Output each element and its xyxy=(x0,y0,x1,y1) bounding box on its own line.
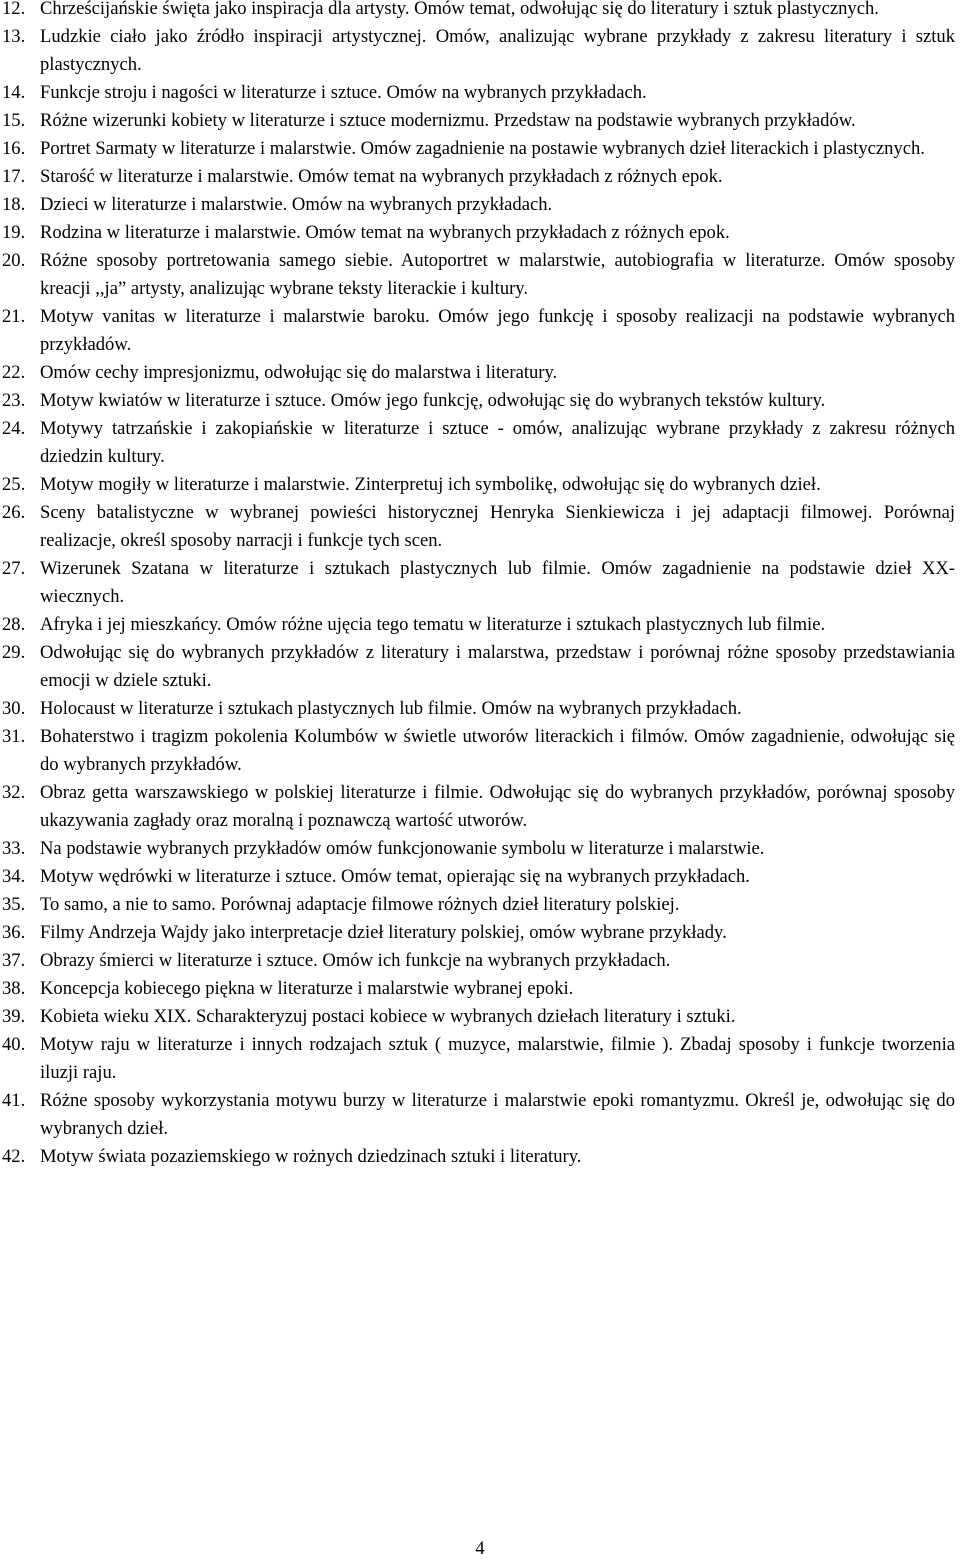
list-item xyxy=(0,79,955,107)
item-text: Rodzina w literaturze i malarstwie. Omów temat na wybranych przykładach z różnych epok. xyxy=(40,222,730,243)
item-text: Różne sposoby wykorzystania motywu burzy w literaturze i malarstwie epoki romantyzmu. Określ je, odwołując się do wybranych dzieł. xyxy=(40,1090,955,1139)
item-text: Motywy tatrzańskie i zakopiańskie w literaturze i sztuce - omów, analizując wybrane przykłady z zakresu różnych dziedzin kultury. xyxy=(40,418,955,467)
item-number: 27. xyxy=(2,558,26,579)
item-text: Starość w literaturze i malarstwie. Omów temat na wybranych przykładach z różnych epok. xyxy=(40,166,723,187)
list-item xyxy=(0,107,955,135)
item-number: 30. xyxy=(2,698,26,719)
item-number: 29. xyxy=(2,642,26,663)
item-number: 37. xyxy=(2,950,26,971)
item-text: Obraz getta warszawskiego w polskiej literaturze i filmie. Odwołując się do wybranych przykładów, porównaj sposoby ukazywania zagłady oraz moralną i poznawczą wartość utworów. xyxy=(40,782,955,831)
item-text: Motyw raju w literaturze i innych rodzajach sztuk ( muzyce, malarstwie, filmie ). Zbadaj sposoby i funkcje tworzenia iluzji raju. xyxy=(40,1034,955,1083)
item-text: Bohaterstwo i tragizm pokolenia Kolumbów w świetle utworów literackich i filmów. Omów zagadnienie, odwołując się do wybranych przykładów. xyxy=(40,726,955,775)
item-text: Filmy Andrzeja Wajdy jako interpretacje dzieł literatury polskiej, omów wybrane przykłady. xyxy=(40,922,727,943)
item-number: 12. xyxy=(2,0,26,19)
list-item xyxy=(0,387,955,415)
list-item xyxy=(0,723,955,779)
list-item xyxy=(0,219,955,247)
list-item xyxy=(0,919,955,947)
list-item xyxy=(0,891,955,919)
item-text: To samo, a nie to samo. Porównaj adaptacje filmowe różnych dzieł literatury polskiej. xyxy=(40,894,680,915)
item-number: 35. xyxy=(2,894,26,915)
item-number: 32. xyxy=(2,782,26,803)
item-number: 26. xyxy=(2,502,26,523)
list-item xyxy=(0,163,955,191)
item-text: Sceny batalistyczne w wybranej powieści historycznej Henryka Sienkiewicza i jej adaptacji filmowej. Porównaj realizacje, określ sposoby narracji i funkcje tych scen. xyxy=(40,502,955,551)
item-text: Funkcje stroju i nagości w literaturze i sztuce. Omów na wybranych przykładach. xyxy=(40,82,647,103)
item-number: 16. xyxy=(2,138,26,159)
item-text: Motyw vanitas w literaturze i malarstwie baroku. Omów jego funkcję i sposoby realizacji na podstawie wybranych przykładów. xyxy=(40,306,955,355)
item-text: Różne wizerunki kobiety w literaturze i sztuce modernizmu. Przedstaw na podstawie wybranych przykładów. xyxy=(40,110,856,131)
item-text: Kobieta wieku XIX. Scharakteryzuj postaci kobiece w wybranych dziełach literatury i sztuki. xyxy=(40,1006,736,1027)
item-number: 31. xyxy=(2,726,26,747)
item-text: Portret Sarmaty w literaturze i malarstwie. Omów zagadnienie na postawie wybranych dzieł literackich i plastycznych. xyxy=(40,138,925,159)
list-item xyxy=(0,779,955,835)
item-text: Obrazy śmierci w literaturze i sztuce. Omów ich funkcje na wybranych przykładach. xyxy=(40,950,671,971)
list-item xyxy=(0,191,955,219)
list-item xyxy=(0,23,955,79)
item-number: 36. xyxy=(2,922,26,943)
list-item xyxy=(0,863,955,891)
list-item xyxy=(0,415,955,471)
list-item xyxy=(0,135,955,163)
item-text: Motyw kwiatów w literaturze i sztuce. Omów jego funkcję, odwołując się do wybranych tekstów kultury. xyxy=(40,390,826,411)
list-item xyxy=(0,835,955,863)
item-text: Dzieci w literaturze i malarstwie. Omów na wybranych przykładach. xyxy=(40,194,553,215)
item-text: Afryka i jej mieszkańcy. Omów różne ujęcia tego tematu w literaturze i sztukach plastycznych lub filmie. xyxy=(40,614,826,635)
item-number: 42. xyxy=(2,1146,26,1167)
item-number: 18. xyxy=(2,194,26,215)
item-number: 33. xyxy=(2,838,26,859)
list-item xyxy=(0,695,955,723)
item-text: Ludzkie ciało jako źródło inspiracji artystycznej. Omów, analizując wybrane przykłady z zakresu literatury i sztuk plastycznych. xyxy=(40,26,955,75)
item-number: 25. xyxy=(2,474,26,495)
item-number: 40. xyxy=(2,1034,26,1055)
list-item xyxy=(0,1031,955,1087)
item-number: 22. xyxy=(2,362,26,383)
list-item xyxy=(0,611,955,639)
item-number: 24. xyxy=(2,418,26,439)
item-number: 39. xyxy=(2,1006,26,1027)
item-text: Różne sposoby portretowania samego siebie. Autoportret w malarstwie, autobiografia w literaturze. Omów sposoby kreacji ,,ja” artysty, analizując wybrane teksty literackie i kultury. xyxy=(40,250,955,299)
item-text: Wizerunek Szatana w literaturze i sztukach plastycznych lub filmie. Omów zagadnienie na podstawie dzieł XX- wiecznych. xyxy=(40,558,955,607)
item-text: Chrześcijańskie święta jako inspiracja dla artysty. Omów temat, odwołując się do literatury i sztuk plastycznych. xyxy=(40,0,879,19)
item-text: Na podstawie wybranych przykładów omów funkcjonowanie symbolu w literaturze i malarstwie. xyxy=(40,838,765,859)
item-number: 15. xyxy=(2,110,26,131)
item-text: Motyw świata pozaziemskiego w rożnych dziedzinach sztuki i literatury. xyxy=(40,1146,582,1167)
page-number: 4 xyxy=(475,1538,485,1559)
item-text: Omów cechy impresjonizmu, odwołując się do malarstwa i literatury. xyxy=(40,362,558,383)
item-number: 38. xyxy=(2,978,26,999)
list-item xyxy=(0,1143,955,1171)
list-item xyxy=(0,247,955,303)
list-item xyxy=(0,471,955,499)
list-item xyxy=(0,1003,955,1031)
item-number: 14. xyxy=(2,82,26,103)
item-number: 41. xyxy=(2,1090,26,1111)
list-item xyxy=(0,947,955,975)
list-item xyxy=(0,303,955,359)
list-item xyxy=(0,975,955,1003)
item-text: Holocaust w literaturze i sztukach plastycznych lub filmie. Omów na wybranych przykładach. xyxy=(40,698,742,719)
list-item xyxy=(0,1087,955,1143)
list-item xyxy=(0,555,955,611)
list-item xyxy=(0,639,955,695)
list-item xyxy=(0,359,955,387)
item-text: Motyw mogiły w literaturze i malarstwie. Zinterpretuj ich symbolikę, odwołując się do wybranych dzieł. xyxy=(40,474,821,495)
item-text: Motyw wędrówki w literaturze i sztuce. Omów temat, opierając się na wybranych przykładach. xyxy=(40,866,750,887)
list-item xyxy=(0,0,955,23)
item-number: 34. xyxy=(2,866,26,887)
item-number: 13. xyxy=(2,26,26,47)
item-number: 21. xyxy=(2,306,26,327)
list-item xyxy=(0,499,955,555)
item-text: Koncepcja kobiecego piękna w literaturze i malarstwie wybranej epoki. xyxy=(40,978,574,999)
item-number: 28. xyxy=(2,614,26,635)
item-number: 19. xyxy=(2,222,26,243)
item-text: Odwołując się do wybranych przykładów z literatury i malarstwa, przedstaw i porównaj różne sposoby przedstawiania emocji w dziele sztuki. xyxy=(40,642,955,691)
item-number: 17. xyxy=(2,166,26,187)
item-number: 23. xyxy=(2,390,26,411)
item-number: 20. xyxy=(2,250,26,271)
